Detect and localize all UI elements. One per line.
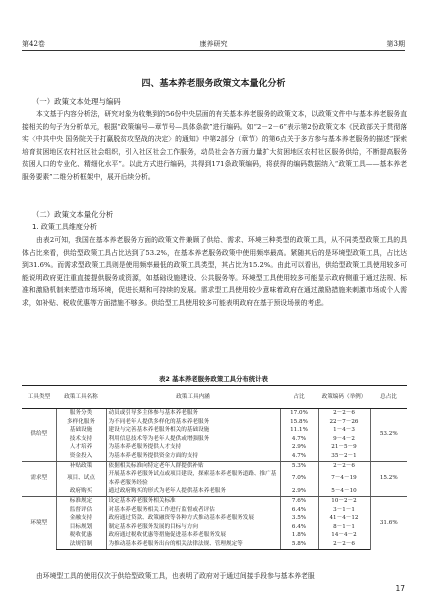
paragraph-analysis: 由表2可知，我国在基本养老服务方面的政策文件兼顾了供给、需求、环境三种类型的政策工具，从不同类型政策工具的具体占比来看，供给型政策工具占比达到了53.2%，在基本养老服务政策中使用频率最高。紧随其后的是环境型政策工具，占比达到31.6%。而需求型政策工具则是使用频率最低的政策工具类型，其占比为15.2%。由此可以看出，供给型政策工具使用较多可能说明政府更注重直接提供服务或资源，如基础设施建设、公共服务等。环境型工具使用较多可能显示政府侧重于通过法规、标准和激励机制来塑造市场环境，促进长期和可持续的发展。需求型工具使用较少意味着政府在通过激励措施来刺激市场或个人需求，如补贴、税收优惠等方面措施不够多。供给型工具使用较多可能表明政府在基于预设场景的考虑。 [22,236,407,307]
subsection-title-2: （二）政策文本量化分析 [32,210,114,219]
category-environment: 环境型 [30,519,48,526]
total-supply: 53.2% [370,409,407,462]
table-row: 监督评估 对基本养老服务相关工作进行监督或者评估 6.4% 3－1－1 [22,506,407,515]
table-row: 法规管制 为推动基本养老服务出台的相关法律法规、管理规定等 5.8% 2－2－6 [22,540,407,549]
volume-label: 第42卷 [22,40,45,48]
total-environment: 31.6% [370,496,407,549]
table-row: 人才培养 为基本养老服务提供人才支持 2.9% 21－5－9 [22,443,407,452]
table-row: 税收优惠 政府通过税收优惠等措施促进基本养老服务发展 1.8% 14－4－2 [22,531,407,540]
table-row: 技术支持 利用信息技术等为老年人提供或增强服务 4.7% 9－4－2 [22,435,407,444]
section-title: 四、基本养老服务政策文本量化分析 [141,79,286,89]
col-header-type: 工具类型 [22,386,56,409]
table-row: 政府购买 通过政府购买的形式为老年人提供基本养老服务 2.9% 5－4－10 [22,487,407,496]
category-demand: 需求型 [22,461,56,496]
table-row: 供给型 服务分类 动员或引导多主体参与基本养老服务 17.0% 2－2－6 53.2% [22,409,407,418]
col-header-tool: 政策工具名称 [56,386,106,409]
total-demand: 15.2% [370,461,407,496]
paragraph-continuation: 由环境型工具的使用仅次于供给型政策工具，也表明了政府对于通过间接手段参与基本养老服 [36,572,315,580]
table-row: 金融支持 政府通过贷款、政策融资等各种方式推动基本养老服务发展 3.5% 41－4－12 [22,514,407,523]
col-header-desc: 政策工具内涵 [106,386,280,409]
table-row: 资金投入 为基本养老服务提供资金方面的支持 4.7% 35－2－1 [22,452,407,461]
table-row: 项目、试点 开展基本养老服务试点或项目建设，探索基本养老服务道路、推广基本养老服务经验 7.0% 7－4－19 [22,470,407,487]
table-row: 需求型 补贴政策 依据相关标准向特定老年人群提供补贴 5.3% 2－2－6 15.2% [22,461,407,470]
paragraph-coding: 本文基于内容分析法，研究对象为收集到的56份中央层面的有关基本养老服务的政策文本，以政策文件中与基本养老服务直接相关的句子为分析单元，根据“政策编号—章节号—具体条款”进行编码。如“2－2－6”表示第2份政策文本《民政部关于贯彻落实〈中共中央 国务院关于打赢脱贫攻坚战的决定〉的通知》中第2部分（章节）的第6点关于多方参与基本养老服务的描述“探索培育贫困地区农村社区社会组织，引入社区社会工作服务，动员社会各方面力量扩大贫困地区农村社区服务供给，不断提高服务贫困人口的专业化、精细化水平”。以此方式进行编码，共得到171条政策编码，将获得的编码数据纳入“政策工具——基本养老服务要素”二维分析框架中，展开后续分析。 [22,110,407,181]
col-header-pct: 占比 [280,386,318,409]
policy-tool-table [22,385,407,550]
table-caption: 表2 基本养老服务政策工具分布统计表 [159,375,268,383]
table-row: 环境型 标准规定 设定基本养老服务相关标准 7.6% 10－2－2 31.6% [22,496,407,505]
table-row: 目标规划 制定基本养老服务发展的目标与方向 6.4% 8－1－1 [22,523,407,532]
page-number: 17 [395,584,405,593]
table-header-row [22,386,407,409]
table-row: 多样化服务 为不同老年人提供多样化的基本养老服务 15.8% 22－7－26 [22,418,407,427]
issue-label: 第3期 [386,40,405,48]
journal-name: 康养研究 [199,40,228,48]
table-row: 基础设施 建设与完善基本养老服务相关的基础设施 11.1% 1－4－3 [22,426,407,435]
running-header [22,38,405,51]
subsection-title-1: （一）政策文本处理与编码 [32,97,121,106]
category-supply: 供给型 [22,409,56,462]
col-header-code: 政策编码（举例） [318,386,370,409]
col-header-total: 总占比 [370,386,407,409]
subsection-title-3: 1. 政策工具维度分析 [32,223,97,231]
